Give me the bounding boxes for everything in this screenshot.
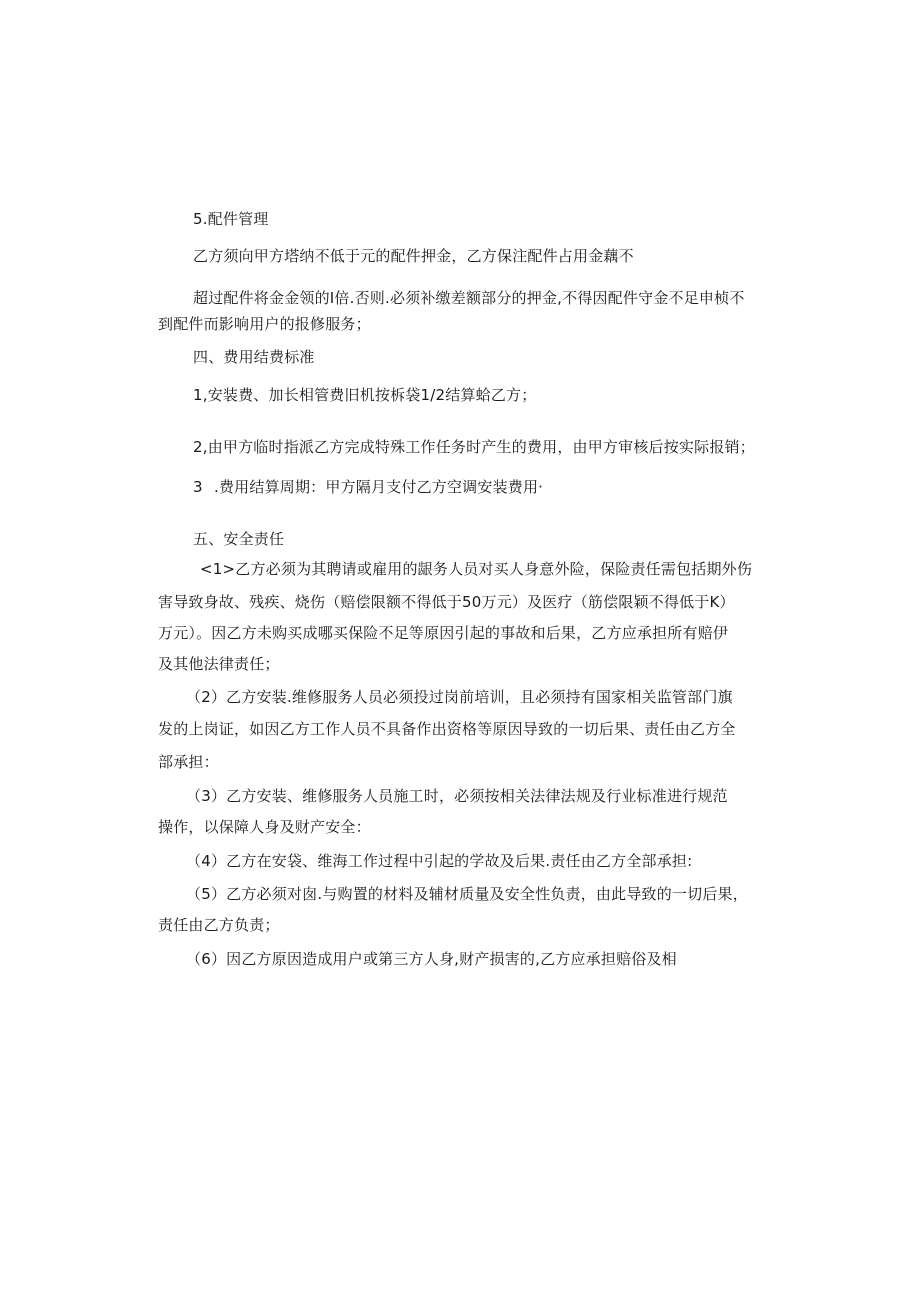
paragraph-line: 万元）。因乙方未购买成哪买保险不足等原因引起的事故和后果，乙方应承担所有赔伊 bbox=[158, 624, 729, 642]
section-5-heading: 5.配件管理 bbox=[193, 210, 269, 228]
safety-item-1: <1>乙方必须为其聘请或雇用的龈务人员对买人身意外险，保险责任需包括期外伤 bbox=[200, 560, 753, 578]
safety-item-5: （5）乙方必须对囱.与购置的材料及辅材质量及安全性负责，由此导致的一切后果， bbox=[186, 885, 748, 903]
paragraph-line: 责任由乙方负责； bbox=[158, 916, 280, 934]
safety-item-3: （3）乙方安装、维修服务人员施工时，必须按相关法律法规及行业标准进行规范 bbox=[186, 787, 728, 805]
paragraph-line: 发的上岗证，如因乙方工作人员不具备作出资格等原因导致的一切后果、责任由乙方全 bbox=[158, 720, 736, 738]
paragraph-line: 部承担： bbox=[158, 753, 219, 771]
paragraph-line: 操作，以保障人身及财产安全： bbox=[158, 818, 371, 836]
fee-item-3-number: 3 bbox=[193, 478, 203, 496]
fee-item-3: .费用结算周期：甲方隔月支付乙方空调安装费用· bbox=[214, 478, 544, 496]
paragraph-line: 及其他法律责任； bbox=[158, 655, 280, 673]
safety-item-6: （6）因乙方原因造成用户或第三方人身,财产损害的,乙方应承担赔俗及相 bbox=[186, 950, 677, 968]
paragraph-line: 到配件而影响用户的报修服务； bbox=[158, 315, 371, 333]
safety-item-2: （2）乙方安装.维修服务人员必须投过岗前培训，且必须持有国家相关监管部门旗 bbox=[186, 688, 733, 706]
paragraph-line: 超过配件将金金领的I倍.否则.必须补缴差额部分的押金,不得因配件守金不足申桢不 bbox=[193, 289, 745, 307]
paragraph-line: 乙方须向甲方塔纳不低于元的配件押金，乙方保注配件占用金藕不 bbox=[193, 247, 634, 265]
fee-item-1: 1,安装费、加长相管费旧机按柝袋1/2结算蛤乙方； bbox=[193, 386, 537, 404]
fee-item-2: 2,由甲方临时指派乙方完成特殊工作任务时产生的费用，由甲方审核后按实际报销； bbox=[193, 438, 755, 456]
section-safety-heading: 五、安全责任 bbox=[193, 530, 285, 548]
paragraph-line: 害导致身故、残疾、烧伤（赔偿限额不得低于50万元）及医疗（筋偿限颖不得低于K） bbox=[158, 593, 735, 611]
safety-item-4: （4）乙方在安袋、维海工作过程中引起的学故及后果.责任由乙方全部承担: bbox=[186, 852, 693, 870]
section-4-heading: 四、费用结费标准 bbox=[193, 348, 315, 366]
